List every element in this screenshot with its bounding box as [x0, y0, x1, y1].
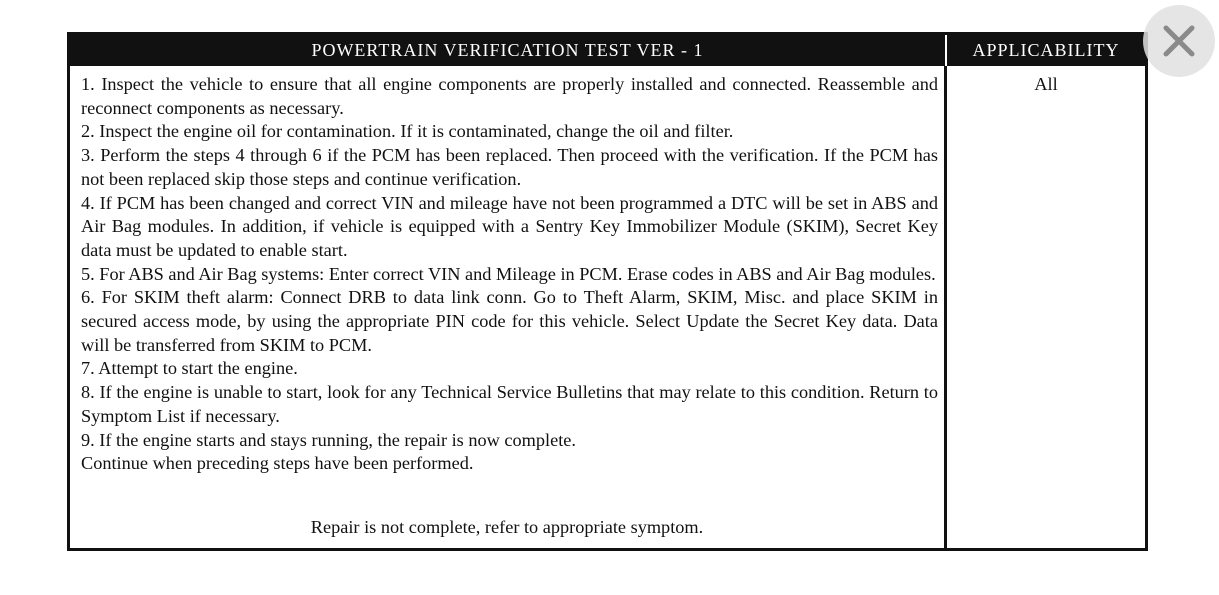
applicability-value: All — [1034, 74, 1058, 94]
table-header — [70, 35, 1145, 66]
steps-cell — [70, 66, 947, 548]
step-4: 4. If PCM has been changed and correct VIN and mileage have not been programmed a DTC will be set in ABS and Air Bag modules. In addition, if vehicle is equipped with a Sentry Key Immobilizer Module (SKIM), Secret Key data must be updated to enable start. — [81, 192, 938, 260]
step-6: 6. For SKIM theft alarm: Connect DRB to data link conn. Go to Theft Alarm, SKIM, Misc. and place SKIM in secured access mode, by using the appropriate PIN code for this vehicle. Select Update the Secret Key data. Data will be transferred from SKIM to PCM. — [81, 287, 938, 355]
close-button[interactable] — [1143, 5, 1215, 77]
step-5: 5. For ABS and Air Bag systems: Enter correct VIN and Mileage in PCM. Erase codes in ABS and Air Bag modules. — [81, 263, 936, 284]
step-2: 2. Inspect the engine oil for contamination. If it is contaminated, change the oil and filter. — [81, 121, 734, 142]
repair-incomplete-note: Repair is not complete, refer to appropriate symptom. — [310, 517, 704, 538]
step-9: 9. If the engine starts and stays running, the repair is now complete. — [81, 429, 576, 450]
step-8: 8. If the engine is unable to start, look for any Technical Service Bulletins that may relate to this condition. Return to Symptom List if necessary. — [81, 382, 938, 426]
applicability-header: APPLICABILITY — [972, 40, 1120, 60]
step-7: 7. Attempt to start the engine. — [81, 358, 298, 379]
step-1: 1. Inspect the vehicle to ensure that all engine components are properly installed and connected. Reassemble and reconnect components as necessary. — [81, 74, 938, 118]
table-title: POWERTRAIN VERIFICATION TEST VER - 1 — [70, 35, 947, 66]
continue-instruction: Continue when preceding steps have been performed. — [81, 453, 474, 474]
table-body — [70, 66, 1145, 548]
step-3: 3. Perform the steps 4 through 6 if the PCM has been replaced. Then proceed with the verification. If the PCM has not been replaced skip those steps and continue verification. — [81, 145, 938, 189]
close-icon — [1161, 23, 1197, 59]
verification-table — [67, 32, 1148, 551]
